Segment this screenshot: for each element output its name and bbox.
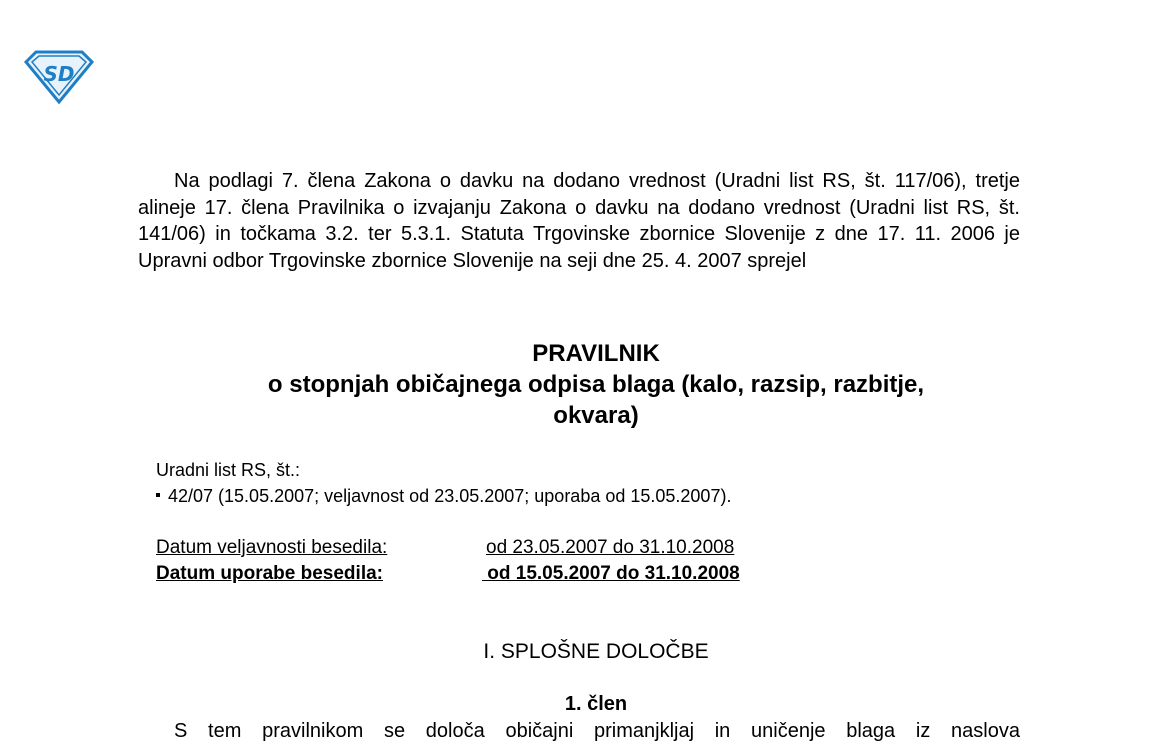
chapter-heading: I. SPLOŠNE DOLOČBE [483,640,709,663]
use-label: Datum uporabe besedila: [156,563,383,584]
gazette-entry-text: 42/07 (15.05.2007; veljavnost od 23.05.2007; uporaba od 15.05.2007). [168,486,732,506]
gazette-reference [156,457,731,509]
dates-block [156,535,740,587]
title-line-1: PRAVILNIK [532,340,660,367]
logo-text: SD [43,62,75,86]
validity-label: Datum veljavnosti besedila: [156,537,388,558]
bullet-icon [156,493,160,497]
validity-date-row [156,535,740,561]
article-text: S tem pravilnikom se določa običajni primanjkljaj in uničenje blaga iz naslova [174,720,1020,742]
use-value: od 15.05.2007 do 31.10.2008 [482,563,740,584]
use-date-row [156,561,740,587]
intro-paragraph: Na podlagi 7. člena Zakona o davku na dodano vrednost (Uradni list RS, št. 117/06), tretje alineje 17. člena Pravilnika o izvajanju Zakona o davku na dodano vrednost (Uradni list RS, št. 141/06) in točkama 3.2. ter 5.3.1. Statuta Trgovinske zbornice Slovenije z dne 17. 11. 2006 je Upravni odbor Trgovinske zbornice Slovenije na seji dne 25. 4. 2007 sprejel [138,170,1020,272]
article-heading: 1. člen [564,693,628,715]
gazette-entry [156,483,731,509]
gazette-label: Uradni list RS, št.: [156,460,301,480]
document-page [138,168,1020,742]
document-title [138,338,1054,431]
validity-value: od 23.05.2007 do 31.10.2008 [486,537,735,558]
title-line-3: okvara) [553,402,639,429]
sd-diamond-logo-icon [22,48,96,106]
title-line-2: o stopnjah običajnega odpisa blaga (kalo, razsip, razbitje, [267,371,925,398]
